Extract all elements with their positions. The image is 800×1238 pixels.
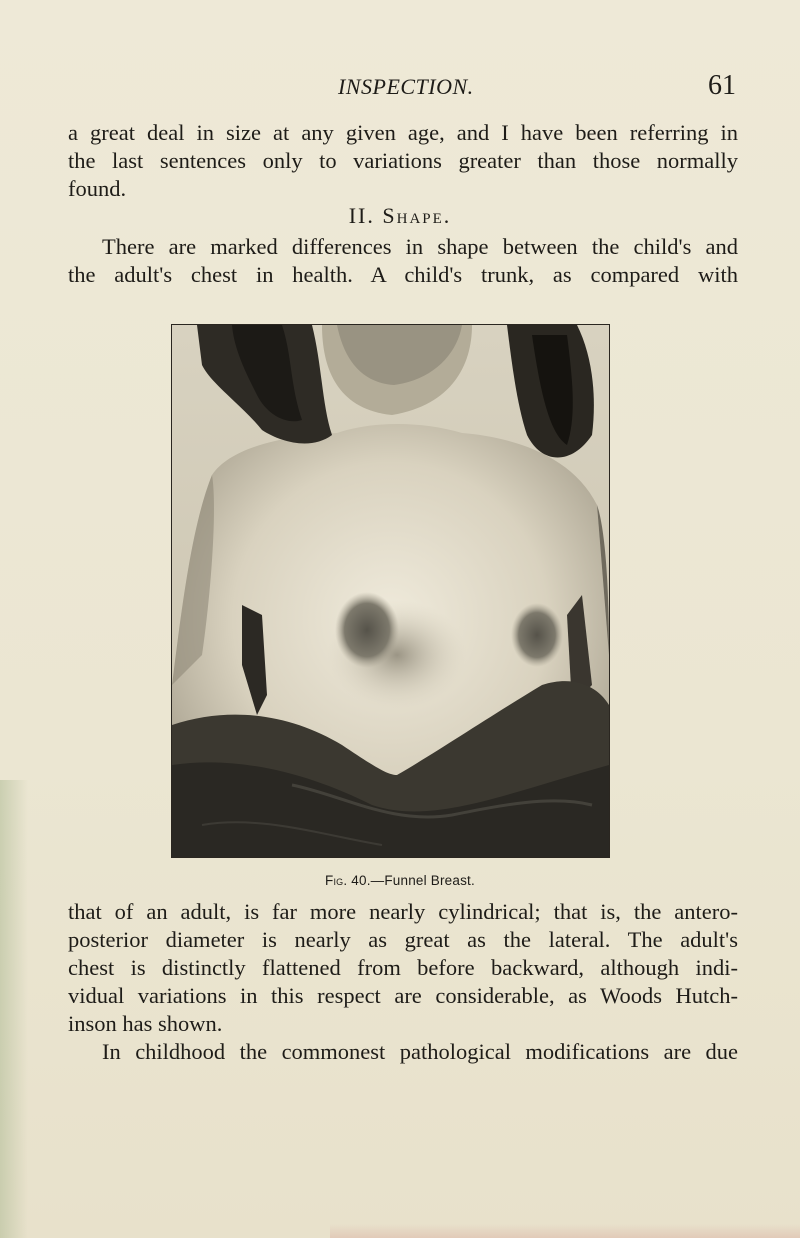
text-line: the last sentences only to variations greater than those normally — [68, 148, 738, 173]
text-line: chest is distinctly flattened from before backward, although indi- — [68, 955, 738, 980]
funnel-breast-photo — [172, 325, 609, 857]
figure-caption — [0, 873, 800, 888]
text-line: that of an adult, is far more nearly cylindrical; that is, the antero- — [68, 899, 738, 924]
text-line: found. — [68, 176, 127, 201]
section-numeral: II. — [348, 203, 375, 228]
text-line: In childhood the commonest pathological modifications are due — [102, 1039, 738, 1064]
section-word: Shape. — [382, 203, 452, 228]
running-head: INSPECTION. — [338, 74, 474, 99]
text-line: vidual variations in this respect are considerable, as Woods Hutch- — [68, 983, 738, 1008]
text-line: posterior diameter is nearly as great as the lateral. The adult's — [68, 927, 738, 952]
page-bottom-stain — [330, 1224, 800, 1238]
text-line: inson has shown. — [68, 1011, 223, 1036]
section-heading — [0, 203, 800, 229]
paragraph-continuation-2 — [68, 898, 738, 1066]
paragraph-shape-intro — [68, 233, 738, 289]
figure-number: Fig. 40. — [325, 873, 371, 888]
text-line: a great deal in size at any given age, and I have been referring in — [68, 120, 738, 145]
page-header — [68, 70, 736, 106]
text-line: the adult's chest in health. A child's trunk, as compared with — [68, 262, 738, 287]
text-line: There are marked differences in shape between the child's and — [102, 234, 738, 259]
page-edge-stain — [0, 780, 28, 1238]
figure-photograph — [171, 324, 610, 858]
paragraph-continuation — [68, 119, 738, 203]
page-number: 61 — [708, 70, 736, 101]
figure-title: —Funnel Breast. — [370, 873, 475, 888]
